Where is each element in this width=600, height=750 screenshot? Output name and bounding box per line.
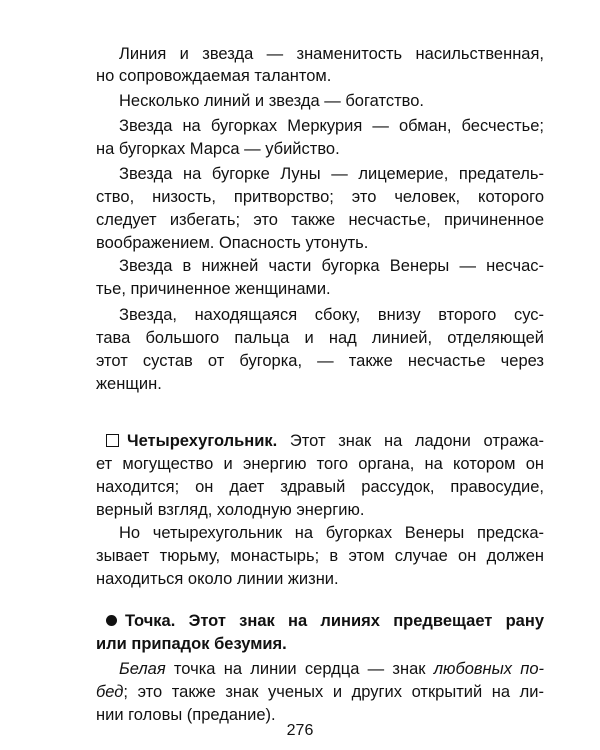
text-line: Несколько линий и звезда — богатство.	[119, 92, 424, 110]
text-line: Звезда на бугорке Луны — лицемерие, предатель-	[119, 165, 544, 183]
text-line: или припадок безумия.	[96, 635, 287, 653]
text-line: следует избегать; это также несчастье, причиненное	[96, 211, 544, 229]
text-line: но сопровождаемая талантом.	[96, 67, 332, 85]
text-span: Этот знак на ладони отража-	[289, 432, 544, 450]
text-line: зывает тюрьму, монастырь; в этом случае он должен	[96, 547, 544, 565]
square-heading: Четырехугольник.	[127, 432, 278, 450]
square-icon	[106, 434, 119, 447]
point-heading: Точка.	[125, 612, 176, 630]
text-line: верный взгляд, холодную энергию.	[96, 501, 365, 519]
text-span: точка на линии сердца — знак	[165, 660, 434, 678]
text-line: находиться около линии жизни.	[96, 570, 339, 588]
text-line: ет могущество и энергию того органа, на котором он	[96, 455, 544, 473]
text-line: находится; он дает здравый рассудок, правосудие,	[96, 478, 544, 496]
point-heading-line	[106, 611, 544, 631]
text-line: Звезда, находящаяся сбоку, внизу второго сус-	[119, 306, 544, 324]
text-line: женщин.	[96, 375, 162, 393]
text-line: нии головы (предание).	[96, 706, 276, 724]
text-line: Линия и звезда — знаменитость насильственная,	[119, 45, 544, 63]
text-line: воображением. Опасность утонуть.	[96, 234, 369, 252]
text-span: Этот знак на линиях предвещает рану	[188, 612, 545, 630]
text-line: на бугорках Марса — убийство.	[96, 140, 340, 158]
text-line	[119, 659, 544, 679]
text-line: ство, низость, притворство; это человек, которого	[96, 188, 544, 206]
text-line: Звезда на бугорках Меркурия — обман, бесчестье;	[119, 117, 544, 135]
text-line: Но четырехугольник на бугорках Венеры предска-	[119, 524, 544, 542]
italic-span: любовных по-	[433, 660, 544, 678]
square-heading-line	[106, 431, 544, 451]
italic-span: Белая	[119, 660, 166, 678]
text-span: ; это также знак ученых и других открытий на ли-	[123, 683, 544, 701]
text-line: Звезда в нижней части бугорка Венеры — несчас-	[119, 257, 544, 275]
italic-span: бед	[96, 683, 124, 701]
text-line: тье, причиненное женщинами.	[96, 280, 331, 298]
text-line: тава большого пальца и над линией, отделяющей	[96, 329, 544, 347]
bullet-dot-icon	[106, 615, 117, 626]
text-line: этот сустав от бугорка, — также несчастье через	[96, 352, 544, 370]
page-number: 276	[286, 722, 314, 739]
text-line	[96, 682, 544, 702]
